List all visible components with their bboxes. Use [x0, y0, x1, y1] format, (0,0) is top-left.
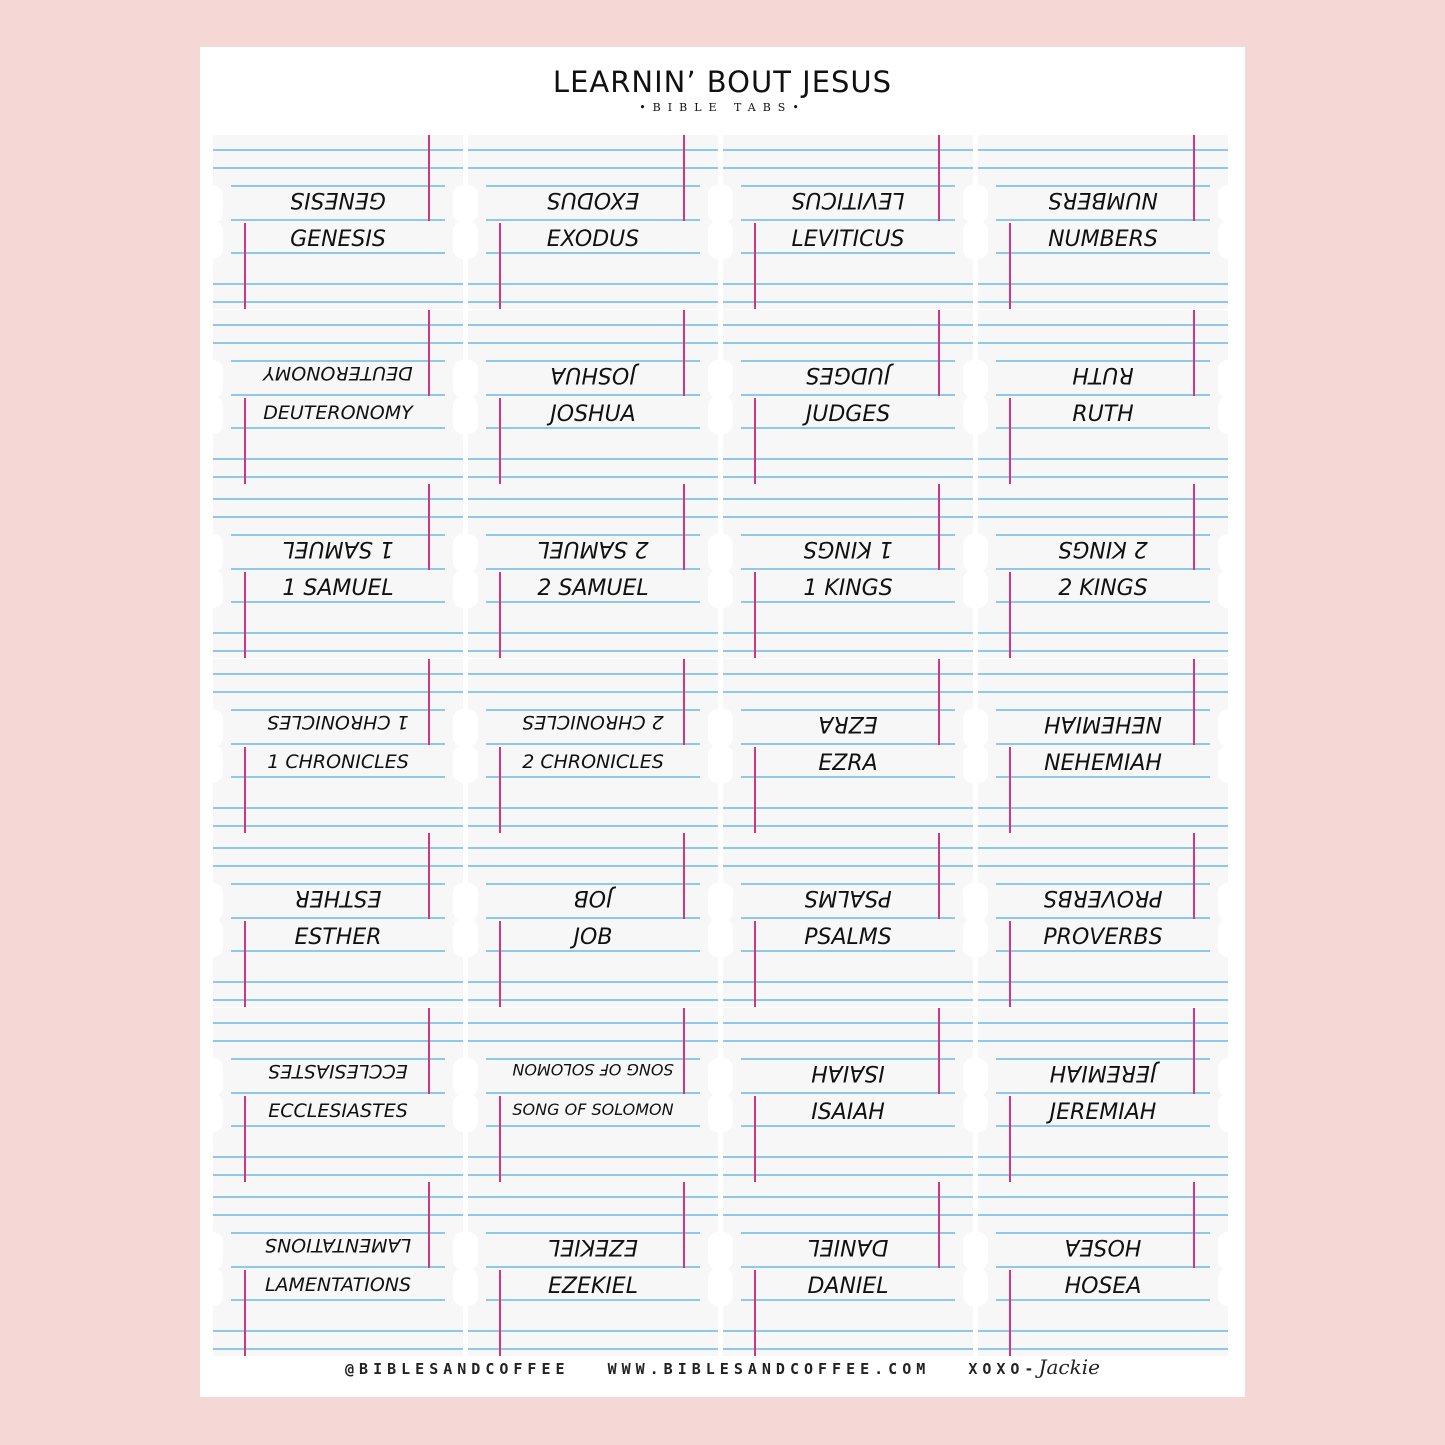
tab-label: ISAIAH [811, 1099, 885, 1125]
ruled-line [468, 999, 718, 1001]
tab-label-flipped: HOSEA [1064, 1234, 1142, 1259]
ruled-line [486, 917, 700, 919]
ruled-line [741, 776, 955, 778]
bible-tab [468, 1008, 718, 1182]
ruled-line [231, 917, 445, 919]
ruled-line [996, 219, 1210, 221]
tab-label: 2 SAMUEL [537, 576, 649, 601]
ruled-line [213, 1156, 463, 1158]
ruled-line [741, 1299, 955, 1301]
ruled-line [213, 498, 463, 500]
tab-label-flipped: EZRA [818, 710, 878, 736]
ruled-line [213, 458, 463, 460]
bible-tab [468, 310, 718, 484]
tab-label: EZRA [818, 750, 878, 776]
ruled-line [978, 825, 1228, 827]
ruled-line [978, 498, 1228, 500]
tab-label-flipped: ECCLESIASTES [268, 1059, 408, 1082]
ruled-line [978, 847, 1228, 849]
ruled-line [996, 601, 1210, 603]
ruled-line [723, 807, 973, 809]
sheet-title: LEARNIN’ BOUT JESUS [552, 65, 893, 99]
ruled-line [486, 1125, 700, 1127]
bible-tab [978, 1182, 1228, 1356]
ruled-line [741, 1266, 955, 1268]
ruled-line [468, 324, 718, 326]
ruled-line [213, 1040, 463, 1042]
ruled-line [213, 1022, 463, 1024]
ruled-line [723, 458, 973, 460]
ruled-line [468, 301, 718, 303]
ruled-line [213, 632, 463, 634]
tab-label-flipped: NUMBERS [1048, 187, 1158, 212]
tab-label: JOSHUA [550, 401, 636, 427]
ruled-line [468, 476, 718, 478]
ruled-line [741, 601, 955, 603]
ruled-line [978, 691, 1228, 693]
ruled-line [213, 1174, 463, 1176]
tab-label: NUMBERS [1048, 227, 1158, 252]
tab-label: DANIEL [807, 1274, 889, 1299]
tab-label: JOB [573, 925, 613, 950]
bible-tab [213, 1008, 463, 1182]
ruled-line [996, 394, 1210, 396]
bible-tab [723, 659, 973, 833]
ruled-line [486, 743, 700, 745]
ruled-line [741, 950, 955, 952]
ruled-line [231, 252, 445, 254]
bible-tab [213, 659, 463, 833]
ruled-line [468, 1214, 718, 1216]
ruled-line [723, 673, 973, 675]
ruled-line [486, 1266, 700, 1268]
ruled-line [468, 1022, 718, 1024]
ruled-line [978, 1022, 1228, 1024]
ruled-line [468, 283, 718, 285]
ruled-line [468, 1156, 718, 1158]
bible-tab [723, 1182, 973, 1356]
tab-label: DEUTERONOMY [263, 401, 413, 424]
bible-tab [723, 833, 973, 1007]
tab-label-flipped: PROVERBS [1043, 885, 1163, 910]
ruled-line [723, 650, 973, 652]
tab-label: 1 SAMUEL [282, 576, 394, 601]
ruled-line [723, 1196, 973, 1198]
ruled-line [468, 1348, 718, 1350]
tab-label-flipped: EZEKIEL [548, 1234, 638, 1259]
tab-label-flipped: SONG OF SOLOMON [512, 1059, 674, 1079]
bible-tab [723, 310, 973, 484]
ruled-line [723, 301, 973, 303]
ruled-line [978, 650, 1228, 652]
ruled-line [996, 917, 1210, 919]
ruled-line [996, 568, 1210, 570]
tab-label: EZEKIEL [548, 1274, 638, 1299]
ruled-line [468, 342, 718, 344]
tab-label-flipped: 2 SAMUEL [537, 536, 649, 561]
bible-tab [213, 310, 463, 484]
ruled-line [231, 219, 445, 221]
tab-label-flipped: 2 CHRONICLES [522, 710, 664, 733]
ruled-line [723, 847, 973, 849]
ruled-line [213, 650, 463, 652]
ruled-line [741, 917, 955, 919]
ruled-line [231, 1125, 445, 1127]
tab-label: RUTH [1072, 401, 1134, 427]
ruled-line [978, 516, 1228, 518]
ruled-line [213, 1214, 463, 1216]
ruled-line [741, 743, 955, 745]
ruled-line [978, 167, 1228, 169]
ruled-line [213, 999, 463, 1001]
ruled-line [723, 283, 973, 285]
ruled-line [231, 394, 445, 396]
ruled-line [468, 1174, 718, 1176]
ruled-line [996, 743, 1210, 745]
ruled-line [996, 1092, 1210, 1094]
ruled-line [741, 219, 955, 221]
ruled-line [213, 981, 463, 983]
ruled-line [213, 1196, 463, 1198]
ruled-line [978, 981, 1228, 983]
ruled-line [468, 847, 718, 849]
bible-tab [468, 1182, 718, 1356]
ruled-line [978, 149, 1228, 151]
ruled-line [468, 865, 718, 867]
ruled-line [723, 999, 973, 1001]
ruled-line [231, 743, 445, 745]
ruled-line [978, 807, 1228, 809]
ruled-line [468, 807, 718, 809]
bible-tab [213, 833, 463, 1007]
ruled-line [978, 301, 1228, 303]
tab-label: PROVERBS [1043, 925, 1163, 950]
ruled-line [723, 324, 973, 326]
ruled-line [723, 865, 973, 867]
ruled-line [978, 1040, 1228, 1042]
ruled-line [213, 301, 463, 303]
ruled-line [468, 673, 718, 675]
tab-label-flipped: PSALMS [804, 885, 892, 910]
tab-label-flipped: JOSHUA [550, 361, 636, 387]
tab-label-flipped: DANIEL [807, 1234, 889, 1259]
ruled-line [723, 1022, 973, 1024]
ruled-line [723, 342, 973, 344]
tab-label: LEVITICUS [791, 227, 905, 252]
ruled-line [996, 1125, 1210, 1127]
ruled-line [978, 865, 1228, 867]
ruled-line [213, 1348, 463, 1350]
tab-label-flipped: ISAIAH [811, 1059, 885, 1085]
ruled-line [213, 516, 463, 518]
tab-label-flipped: LEVITICUS [791, 187, 905, 212]
bible-tab [978, 310, 1228, 484]
ruled-line [978, 1156, 1228, 1158]
bible-tab [723, 135, 973, 309]
ruled-line [231, 950, 445, 952]
ruled-line [486, 950, 700, 952]
bible-tab [723, 1008, 973, 1182]
ruled-line [741, 1125, 955, 1127]
ruled-line [213, 847, 463, 849]
ruled-line [213, 324, 463, 326]
tab-label-flipped: NEHEMIAH [1044, 710, 1162, 736]
bible-tab [468, 833, 718, 1007]
ruled-line [468, 167, 718, 169]
ruled-line [978, 673, 1228, 675]
tab-label: 1 CHRONICLES [267, 750, 409, 773]
ruled-line [996, 1299, 1210, 1301]
footer-signature: Jackie [1038, 1355, 1100, 1379]
tab-label: EXODUS [546, 227, 640, 252]
tab-label-flipped: EXODUS [546, 187, 640, 212]
tab-label-flipped: DEUTERONOMY [263, 361, 413, 384]
tab-label: PSALMS [804, 925, 892, 950]
ruled-line [468, 1196, 718, 1198]
ruled-line [486, 601, 700, 603]
bible-tab [978, 1008, 1228, 1182]
tab-label: HOSEA [1064, 1274, 1142, 1299]
bible-tab [213, 484, 463, 658]
bible-tab [468, 659, 718, 833]
ruled-line [231, 776, 445, 778]
ruled-line [213, 691, 463, 693]
ruled-line [486, 568, 700, 570]
ruled-line [468, 691, 718, 693]
ruled-line [978, 324, 1228, 326]
ruled-line [468, 498, 718, 500]
ruled-line [468, 1040, 718, 1042]
ruled-line [468, 632, 718, 634]
tab-label: 2 CHRONICLES [522, 750, 664, 773]
ruled-line [723, 1040, 973, 1042]
tab-label-flipped: JUDGES [805, 361, 891, 387]
sticker-sheet [200, 47, 1245, 1397]
tab-label: ESTHER [294, 925, 382, 950]
tab-label-flipped: 2 KINGS [1058, 536, 1148, 561]
bible-tab [468, 484, 718, 658]
tab-label-flipped: JOB [573, 885, 613, 910]
ruled-line [741, 427, 955, 429]
ruled-line [468, 1330, 718, 1332]
ruled-line [978, 632, 1228, 634]
ruled-line [231, 568, 445, 570]
ruled-line [723, 632, 973, 634]
tab-label: JEREMIAH [1049, 1099, 1157, 1125]
tab-label: 2 KINGS [1058, 576, 1148, 601]
footer-website[interactable]: WWW.BIBLESANDCOFFEE.COM [607, 1360, 931, 1378]
tab-label: LAMENTATIONS [264, 1274, 412, 1296]
tab-label-flipped: RUTH [1072, 361, 1134, 387]
tab-label: SONG OF SOLOMON [512, 1099, 674, 1119]
ruled-line [723, 167, 973, 169]
ruled-line [723, 691, 973, 693]
sheet-subtitle: •BIBLE TABS• [639, 101, 806, 114]
tab-label-flipped: 1 SAMUEL [282, 536, 394, 561]
ruled-line [231, 601, 445, 603]
ruled-line [468, 981, 718, 983]
ruled-line [978, 1348, 1228, 1350]
ruled-line [486, 219, 700, 221]
tab-grid [213, 135, 1231, 1357]
ruled-line [978, 1196, 1228, 1198]
ruled-line [741, 1092, 955, 1094]
ruled-line [741, 394, 955, 396]
bible-tab [213, 1182, 463, 1356]
ruled-line [741, 568, 955, 570]
ruled-line [723, 149, 973, 151]
bible-tab [213, 135, 463, 309]
ruled-line [723, 1330, 973, 1332]
tab-label-flipped: LAMENTATIONS [264, 1234, 412, 1256]
ruled-line [723, 476, 973, 478]
tab-label: 1 KINGS [803, 576, 893, 601]
footer-signoff-text: XOXO- [968, 1360, 1039, 1378]
ruled-line [978, 283, 1228, 285]
bible-tab [978, 484, 1228, 658]
ruled-line [468, 458, 718, 460]
ruled-line [213, 283, 463, 285]
tab-label-flipped: GENESIS [290, 187, 386, 212]
tab-label-flipped: 1 CHRONICLES [267, 710, 409, 733]
footer-signoff [968, 1355, 1100, 1379]
ruled-line [723, 1174, 973, 1176]
ruled-line [978, 458, 1228, 460]
footer-handle[interactable]: @BIBLESANDCOFFEE [345, 1360, 570, 1378]
tab-label-flipped: 1 KINGS [803, 536, 893, 561]
ruled-line [486, 1299, 700, 1301]
ruled-line [996, 776, 1210, 778]
ruled-line [741, 252, 955, 254]
ruled-line [213, 476, 463, 478]
ruled-line [213, 149, 463, 151]
ruled-line [213, 865, 463, 867]
tab-label: NEHEMIAH [1044, 750, 1162, 776]
bible-tab [468, 135, 718, 309]
ruled-line [996, 1266, 1210, 1268]
ruled-line [213, 167, 463, 169]
ruled-line [486, 252, 700, 254]
ruled-line [213, 1330, 463, 1332]
tab-label: JUDGES [805, 401, 891, 427]
ruled-line [468, 825, 718, 827]
ruled-line [486, 776, 700, 778]
ruled-line [231, 427, 445, 429]
ruled-line [723, 1348, 973, 1350]
ruled-line [723, 1156, 973, 1158]
footer [200, 1355, 1245, 1379]
ruled-line [723, 516, 973, 518]
bible-tab [978, 659, 1228, 833]
ruled-line [723, 825, 973, 827]
ruled-line [978, 342, 1228, 344]
ruled-line [978, 1174, 1228, 1176]
tab-label-flipped: ESTHER [294, 885, 382, 910]
margin-line [683, 1008, 685, 1094]
ruled-line [468, 650, 718, 652]
ruled-line [978, 999, 1228, 1001]
ruled-line [996, 252, 1210, 254]
tab-label-flipped: JEREMIAH [1049, 1059, 1157, 1085]
ruled-line [723, 498, 973, 500]
ruled-line [723, 1214, 973, 1216]
ruled-line [468, 516, 718, 518]
ruled-line [213, 825, 463, 827]
ruled-line [996, 427, 1210, 429]
bible-tab [723, 484, 973, 658]
ruled-line [486, 1092, 700, 1094]
ruled-line [231, 1092, 445, 1094]
ruled-line [213, 807, 463, 809]
tab-label: GENESIS [290, 227, 386, 252]
bible-tab [978, 135, 1228, 309]
ruled-line [213, 342, 463, 344]
ruled-line [213, 673, 463, 675]
bible-tab [978, 833, 1228, 1007]
ruled-line [978, 1214, 1228, 1216]
ruled-line [486, 427, 700, 429]
tab-label: ECCLESIASTES [268, 1099, 408, 1122]
ruled-line [996, 950, 1210, 952]
ruled-line [723, 981, 973, 983]
ruled-line [978, 476, 1228, 478]
ruled-line [468, 149, 718, 151]
ruled-line [486, 394, 700, 396]
ruled-line [978, 1330, 1228, 1332]
ruled-line [231, 1299, 445, 1301]
ruled-line [231, 1266, 445, 1268]
